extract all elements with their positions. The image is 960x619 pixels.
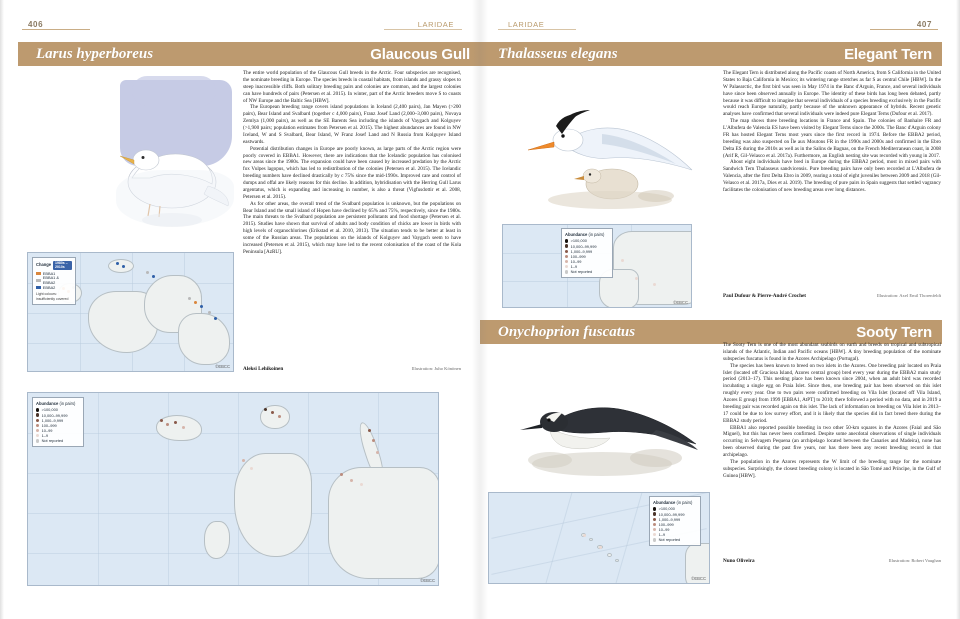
scientific-name-elegant-tern: Thalasseus elegans [498, 45, 618, 62]
illustration-elegant-tern [506, 74, 696, 224]
folio-right: 407 [916, 20, 932, 29]
legend-label: 10,000–99,999 [658, 511, 685, 517]
scientific-name-sooty-tern: Onychoprion fuscatus [498, 323, 636, 340]
english-name-sooty-tern: Sooty Tern [856, 323, 932, 341]
paragraph: The population in the Azores represents the W limit of the breeding range for the nominate subspecies. Surprisingly, the closest breeding colony is located in São Tomé and Príncipe, in the Gulf of Guinea [HBW]. [723, 458, 941, 479]
text-column-glaucous-gull [243, 70, 461, 256]
paragraph: The Sooty Tern is one of the most abundant seabirds on earth and breeds on tropical and subtropical islands of the Atlantic, Indian and Pacific oceans [HBW]. A tiny breeding population of the nominate subspecies fuscatus is found in the Azores Archipelago (Portugal). [723, 342, 941, 362]
illustration-credit: Illustration: Juho Könönen [411, 366, 461, 371]
abundance-legend-elegant-tern [561, 228, 613, 278]
legend-label: >100,000 [570, 238, 587, 244]
legend-label: 100–999 [658, 521, 674, 527]
running-head-label-left [250, 14, 462, 30]
ebcc-copyright: ©EBCC [215, 364, 230, 369]
legend-title [565, 232, 609, 237]
paragraph: The Elegant Tern is distributed along the Pacific coasts of North America, from S California in the United States to Baja California in Mexico; its wintering range stretches as far S as central Chile [HBW]. In the W Palaearctic, the first bird was seen in May 1974 in the Banc d'Arguin, France, and several individuals have since been observed annually in Europe. The identity of these birds has long been debated, partly because it was difficult to imagine that several individuals of a species breeding exclusively in the Pacific would reach Europe naturally, partly because of the unknown appearance of hybrids. Recent genetic analyses have confirmed that several individuals were indeed pure Elegant Terns (Dufour et al. 2017). [723, 70, 941, 118]
page-edge-left [0, 0, 4, 619]
legend-swatch [653, 512, 656, 515]
legend-label: 1–9 [570, 264, 578, 270]
abundance-legend-glaucous-gull [32, 397, 84, 447]
illustration-credit: Illustration: Axel Emil Thorenfeldt [876, 293, 941, 298]
legend-swatch [653, 507, 656, 510]
legend-swatch [36, 408, 39, 411]
abundance-map-sooty-tern[interactable] [488, 492, 710, 584]
legend-swatch [653, 538, 656, 541]
legend-period-badge: 1980s – 2010s [53, 261, 72, 270]
ebcc-copyright: ©EBCC [673, 300, 688, 305]
legend-title-row [36, 261, 72, 270]
species-title-band-glaucous-gull [18, 42, 480, 66]
legend-label: EBBA1 [42, 271, 56, 277]
folio-rule-right [870, 29, 938, 30]
author-name: Aleksi Lehikoinen [243, 366, 284, 372]
legend-swatch [36, 434, 39, 437]
legend-label: 1,000–9,999 [570, 248, 593, 254]
legend-label: EBBA2 [42, 284, 56, 290]
paragraph: About eight individuals have bred in Europe during the EBBA2 period, most in mixed pairs with Sandwich Tern Thalasseus sandvicensis. Pure breeding pairs have only been recorded at L'Albufera de Valencia, after the first Delta Ebro in 2009, rearing a total of eight juveniles between 2009 and 2018 (Gil-Velasco et al. 2017a, Dies et al. 2019). The breeding of pure pairs in Spain suggests that settled vagrancy facilitates the colonisation of new breeding areas over long distances. [723, 159, 941, 193]
credits-sooty-tern [723, 558, 941, 564]
legend-label: 10–99 [570, 259, 582, 265]
runhead-rule-left [384, 29, 462, 30]
legend-item [36, 276, 72, 285]
legend-title [653, 500, 697, 505]
legend-swatch [565, 244, 568, 247]
legend-swatch [653, 518, 656, 521]
runhead-rule-right [498, 29, 576, 30]
legend-swatch [565, 265, 568, 268]
legend-swatch [653, 523, 656, 526]
running-head-text-right: LARIDAE [508, 20, 545, 29]
author-name: Paul Dufour & Pierre-André Crochet [723, 293, 806, 299]
legend-title [36, 401, 80, 406]
legend-label: 10–99 [658, 527, 670, 533]
legend-swatch [565, 260, 568, 263]
legend-label: 10,000–99,999 [41, 412, 68, 418]
credits-glaucous-gull [243, 366, 461, 372]
ebcc-copyright: ©EBCC [691, 576, 706, 581]
legend-item [36, 285, 72, 290]
running-head-text-left: LARIDAE [417, 20, 454, 29]
paragraph: The map shows three breeding locations in France and Spain. The colonies of Banhaire FR and L'Albufera de Valencia ES have been visited by Elegant Terns since the 2000s. The Banc d'Arguin colony FR has hosted Elegant Terns most years since the first record in 1974. Before the EBBA2 period, breeding was also suspected on Île aux Moutons FR in the 1990s and 2000s and confirmed in the Ebro Delta ES during the 2010s as well as in the Salins de Bagnas, on the French Mediterranean coast, in 2008 (Arif R, Gil-Velasco et al. 2017a). Furthermore, an English nesting site was recorded with young in 2017. [723, 118, 941, 159]
legend-unit: (in pairs) [588, 231, 605, 237]
folio-left: 406 [28, 20, 44, 29]
legend-label: EBBA1 & EBBA2 [42, 275, 60, 285]
legend-title-text: Abundance [36, 400, 59, 406]
legend-label: 1–9 [41, 433, 49, 439]
folio-right-wrap [911, 14, 938, 30]
legend-swatch [565, 239, 568, 242]
running-head-right [500, 14, 552, 30]
legend-label: 100–999 [570, 253, 586, 259]
paragraph: The European breeding range covers island populations in Iceland (2,400 pairs), Jan Mayen (>200 pairs), Bear Island and Svalbard (together c 4,000 pairs), Franz Josef Land (2,000–3,000 pairs), Novaya Zemlya (1,000 pairs), as well as the SE Barents Sea including the islands of Vaygach and Kolguyev (>1,900 pairs; population estimates from Petersen et al. 2015). The highest abundances are found in NW Iceland, W and S Svalbard, Bear Island, W Franz Josef Land and N Russia from Kolguyev Island eastwards. [243, 104, 461, 145]
legend-title: Change [36, 262, 52, 268]
illustration-sooty-tern [506, 352, 702, 492]
paragraph: EBBA1 also reported possible breeding in two other 50-km squares in the Azores (Faial and São Miguel), but this has never been confirmed. Despite some anecdotal observations of single individuals occurring in Selvagem Pequena (an archipelago located between the Canaries and Madeira), none has been observed during the past five years, nor has there been any recent breeding record in that archipelago. [723, 424, 941, 458]
legend-label: Not reported [570, 269, 593, 275]
credits-elegant-tern [723, 293, 941, 299]
legend-label: 1,000–9,999 [658, 516, 681, 522]
species-title-band-sooty-tern [480, 320, 942, 344]
legend-title-text: Abundance [653, 499, 676, 505]
legend-label: 1,000–9,999 [41, 417, 64, 423]
ebcc-copyright: ©EBCC [420, 578, 435, 583]
legend-swatch [36, 286, 41, 289]
paragraph: The species has been known to breed on two islets in the Azores. One breeding pair located on Praia Islet (located off Graciosa Island, Azores central group) bred every year during the EBBA2 main study period (2013–17). This nesting place has been known since 2004, when an adult bird was recorded incubating a single egg on Praia Islet. Since then, one breeding pair has been observed on this islet roughly every year. One to two pairs were confirmed breeding on Vila Islet (located off Vila Island, Azores E group) from 1999 [EBBA1, AtPT] to 2010; there followed a period with no data, and in 2019 a breeding pair was recorded again on this islet. The lack of information on breeding on Vila Islet in 2013–17 could be due to low survey effort, and it is likely that the species did in fact breed there during the EBBA2 study period. [723, 362, 941, 424]
right-page [480, 0, 960, 619]
legend-unit: (in pairs) [59, 400, 76, 406]
change-map-glaucous-gull[interactable] [27, 252, 234, 372]
folio-rule-left [22, 29, 90, 30]
legend-swatch [653, 528, 656, 531]
legend-label: 1–9 [658, 532, 666, 538]
abundance-map-elegant-tern[interactable] [502, 224, 692, 308]
legend-label: >100,000 [41, 407, 58, 413]
paragraph: The entire world population of the Glaucous Gull breeds in the Arctic. Four subspecies are recognised, the nominate breeding in Europe. The species breeds in coastal habitats, from islands and grassy slopes to steep inaccessible cliffs. Both solitary breeding pairs and colonies are common, and the largest colonies can have hundreds of pairs (Petersen et al. 2015). In winter, part of the Arctic breeders move S to coasts of NW Europe and the Baltic Sea [HBW]. [243, 70, 461, 104]
legend-swatch [36, 279, 41, 282]
paragraph: Potential distribution changes in Europe are poorly known, as large parts of the Arctic region were poorly covered in EBBA1. However, there are indications that the Icelandic population has colonised new areas since the 1980s. The expansion could have been caused by increased predation by the Arctic fox Vulpes lagopus, which has led to redistribution of the colonies (Petersen et al. 2015). The Icelandic breeding numbers have declined drastically by c 75% since the mid-1990s. Improved care and control of dumps and offal are likely reasons for this decline. In addition, hybridisation with the Herring Gull Larus argentatus, which is expanding and increasing in number, is also a threat (Vigfusdottir et al. 2008, Petersen et al. 2015). [243, 145, 461, 200]
legend-swatch [565, 250, 568, 253]
legend-label: 10–99 [41, 428, 53, 434]
legend-swatch [565, 270, 568, 273]
legend-swatch [565, 255, 568, 258]
legend-swatch [36, 439, 39, 442]
scientific-name-glaucous-gull: Larus hyperboreus [36, 45, 154, 62]
legend-title-text: Abundance [565, 231, 588, 237]
legend-swatch [36, 413, 39, 416]
legend-swatch [36, 429, 39, 432]
english-name-elegant-tern: Elegant Tern [844, 45, 932, 63]
legend-label: Not reported [658, 537, 681, 543]
author-name: Nuno Oliveira [723, 558, 755, 564]
change-map-legend [32, 257, 76, 305]
legend-note: Light colours: insufficiently covered [36, 292, 69, 301]
legend-swatch [653, 533, 656, 536]
english-name-glaucous-gull: Glaucous Gull [370, 45, 470, 63]
legend-label: >100,000 [658, 506, 675, 512]
illustration-glaucous-gull [110, 74, 240, 234]
text-column-sooty-tern [723, 342, 941, 480]
legend-label: Not reported [41, 438, 64, 444]
legend-swatch [36, 272, 41, 275]
legend-unit: (in pairs) [676, 499, 693, 505]
legend-swatch [36, 424, 39, 427]
legend-label: 10,000–99,999 [570, 243, 597, 249]
legend-label: 100–999 [41, 422, 57, 428]
paragraph: As for other areas, the overall trend of the Svalbard population is unknown, but the populations on Bear Island and the small island of Hopen have declined by 65% and 75%, respectively, since the 1980s. The main threats to the Svalbard population are persistent pollutants and food shortage (Petersen et al. 2015). Studies have shown that survival of adults and body condition of chicks are lower in birds with high levels of organochlorines (Erikstad et al. 2010, 2013). The situation tends to be better at least in some of the Russian areas. The populations on the islands of Kolguyev and Vaygach seem to have increased (Petersen et al. 2015), which may have led to the recent colonisation of the coast of the Kola Peninsula [AzRU]. [243, 200, 461, 255]
page-edge-right [956, 0, 960, 619]
species-title-band-elegant-tern [480, 42, 942, 66]
abundance-legend-sooty-tern [649, 496, 701, 546]
text-column-elegant-tern [723, 70, 941, 194]
legend-swatch [36, 419, 39, 422]
abundance-map-glaucous-gull[interactable] [27, 392, 439, 586]
illustration-credit: Illustration: Robert Vaughan [888, 558, 941, 563]
